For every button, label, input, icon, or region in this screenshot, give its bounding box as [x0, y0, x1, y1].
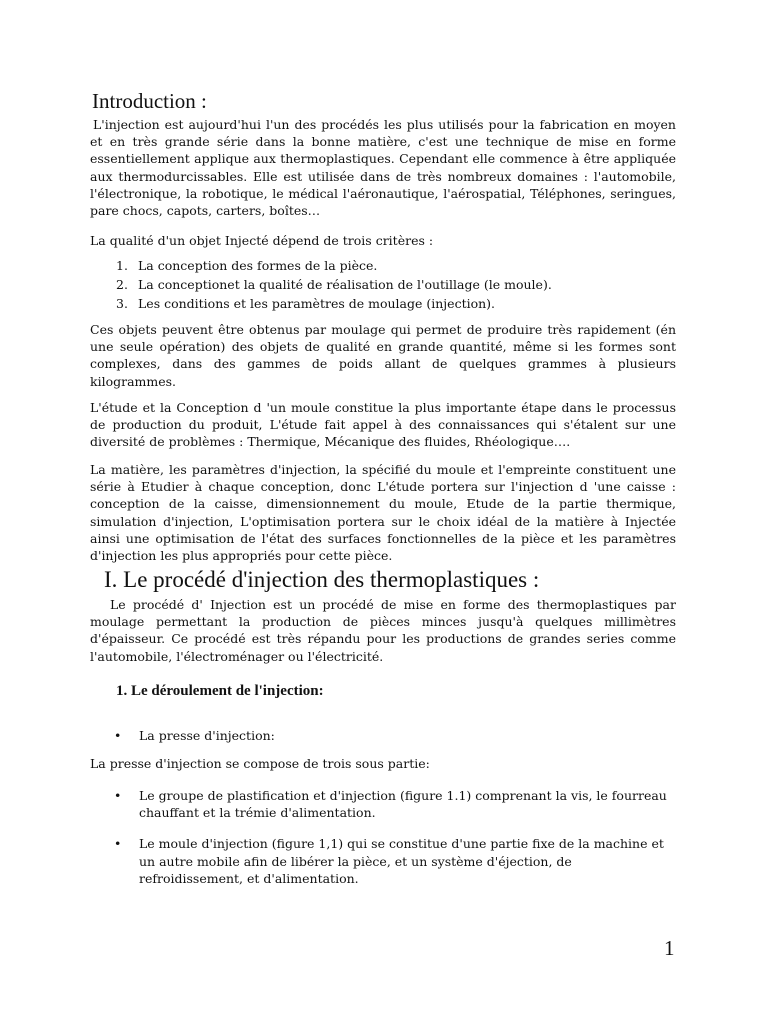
subsection-heading: 1. Le déroulement de l'injection:: [116, 683, 324, 699]
bullet-icon: •: [114, 788, 122, 803]
list-item: [114, 787, 674, 821]
bullet-icon: •: [114, 836, 122, 852]
list-item-text: La conceptionet la qualité de réalisation de l'outillage (le moule).: [138, 277, 552, 292]
list-number: 2.: [116, 277, 128, 292]
parts-bullet-list: [114, 787, 674, 901]
matter-paragraph: La matière, les paramètres d'injection, la spécifié du moule et l'empreinte constituent une série à Etudier à chaque conception, donc L'étude portera sur l'injection d 'une caisse : conception de la caisse, dimensionnement du moule, Etude de la partie thermique, simulation d'injection, L'optimisation portera sur le choix idéal de la matière à Injectée ainsi une optimisation de l'état des surfaces fonctionnelles de la pièce et les paramètres d'injection les plus appropriés pour cette pièce.: [90, 462, 676, 564]
list-item-text: La presse d'injection:: [139, 728, 275, 743]
press-intro: La presse d'injection se compose de trois sous partie:: [90, 756, 430, 771]
list-item: [114, 835, 674, 887]
process-paragraph: Le procédé d' Injection est un procédé de mise en forme des thermoplastiques par moulage permettant la production de pièces minces jusqu'à quelques millimètres d'épaisseur. Ce procédé est très répandu pour les productions de grandes series comme l'automobile, l'électroménager ou l'électricité.: [90, 597, 676, 664]
list-number: 1.: [116, 258, 128, 273]
list-item-text: La conception des formes de la pièce.: [138, 258, 378, 273]
list-item: [116, 275, 636, 294]
list-item: [116, 256, 636, 275]
list-number: 3.: [116, 296, 128, 311]
bullet-icon: •: [114, 728, 122, 743]
intro-heading: Introduction :: [92, 89, 207, 113]
objects-paragraph: Ces objets peuvent être obtenus par moulage qui permet de produire très rapidement (én une seule opération) des objets de qualité en grande quantité, même si les formes sont complexes, dans des gammes de poids allant de quelques grammes à plusieurs kilogrammes.: [90, 322, 676, 389]
list-item-text: Les conditions et les paramètres de moulage (injection).: [138, 296, 496, 311]
quality-intro: La qualité d'un objet Injecté dépend de trois critères :: [90, 233, 434, 248]
page-number: 1: [664, 936, 675, 960]
list-item-text: Le groupe de plastification et d'injection (figure 1.1) comprenant la vis, le fourreau chauffant et la trémie d'alimentation.: [139, 788, 667, 821]
section-heading: I. Le procédé d'injection des thermoplastiques :: [104, 567, 540, 592]
intro-paragraph: L'injection est aujourd'hui l'un des procédés les plus utilisés pour la fabrication en moyen et en très grande série dans la bonne matière, c'est une technique de mise en forme essentiellement applique aux thermoplastiques. Cependant elle commence à être appliquée aux thermodurcissables. Elle est utilisée dans de très nombreux domaines : l'automobile, l'électronique, la robotique, le médical l'aéronautique, l'aérospatial, Téléphones, seringues, pare chocs, capots, carters, boîtes…: [90, 117, 676, 219]
criteria-list: [116, 256, 636, 313]
list-item: [114, 727, 674, 744]
press-bullet-list: [114, 727, 674, 744]
list-item: [116, 294, 636, 313]
study-paragraph: L'étude et la Conception d 'un moule constitue la plus importante étape dans le processus de production du produit, L'étude fait appel à des connaissances qui s'étalent sur une diversité de problèmes : Thermique, Mécanique des fluides, Rhéologique….: [90, 400, 676, 450]
list-item-text: Le moule d'injection (figure 1,1) qui se constitue d'une partie fixe de la machine et un autre mobile afin de libérer la pièce, et un système d'éjection, de refroidissement, et d'alimentation.: [139, 836, 664, 886]
